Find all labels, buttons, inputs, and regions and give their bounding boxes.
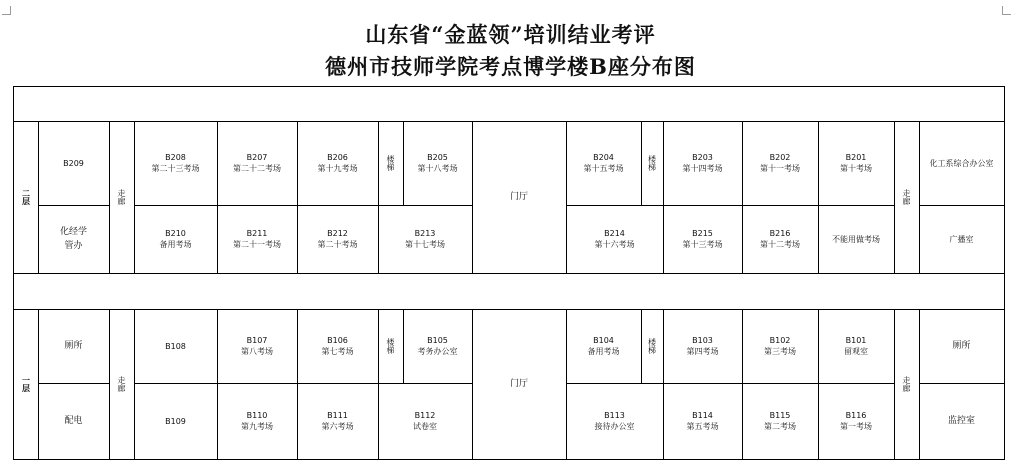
room-cell: B211 第二十一考场 [233, 229, 281, 249]
stairs-label: 楼梯 [647, 338, 657, 354]
room-cell: B208 第二十三考场 [151, 153, 200, 173]
room-cell: B207 第二十二考场 [233, 153, 281, 173]
room-cell: 化工系综合办公室 [929, 158, 994, 168]
room-cell: B214 第十六考场 [594, 229, 635, 249]
floor-label: 二层 [21, 189, 31, 205]
crop-mark-top-right [1002, 6, 1011, 15]
room-cell: B206 第十九考场 [317, 153, 358, 173]
stairs-label: 楼梯 [647, 155, 657, 171]
stairs-label: 楼梯 [386, 155, 395, 171]
room-cell: B114 第五考场 [686, 411, 719, 431]
stairs-label: 楼梯 [386, 338, 395, 354]
room-cell: B101 留观室 [844, 336, 868, 356]
room-cell: B216 第十二考场 [760, 229, 800, 249]
corridor-label: 走廊 [902, 376, 911, 392]
title-line-2: 德州市技师学院考点博学楼B座分布图 [325, 54, 696, 79]
floor-plan-table [13, 86, 1005, 460]
room-cell: B212 第二十考场 [317, 229, 358, 249]
room-cell: B111 第六考场 [321, 411, 354, 431]
crop-mark-top-left [2, 6, 11, 15]
room-cell: 化经学管办 [59, 227, 87, 251]
corridor-label: 走廊 [117, 376, 126, 392]
room-cell: B103 第四考场 [686, 336, 719, 356]
room-cell: 厕所 [64, 341, 83, 351]
room-cell: B102 第三考场 [764, 336, 796, 356]
room-cell: B215 第十三考场 [682, 229, 723, 249]
room-cell: B105 考务办公室 [417, 336, 458, 356]
room-cell: B201 第十考场 [840, 153, 872, 173]
room-cell: 配电 [64, 416, 83, 426]
corridor-label: 走廊 [902, 189, 911, 205]
room-cell: 厕所 [952, 341, 971, 351]
room-cell: B108 [165, 341, 186, 351]
lobby-label: 门厅 [509, 192, 528, 202]
room-cell: B109 [165, 416, 186, 426]
lobby-label: 门厅 [509, 379, 528, 389]
room-cell: B202 第十一考场 [760, 153, 800, 173]
room-cell: 不能用做考场 [832, 234, 880, 244]
room-cell: 监控室 [947, 416, 975, 426]
room-cell: B116 第一考场 [840, 411, 872, 431]
room-cell: B115 第二考场 [764, 411, 796, 431]
room-cell: B204 第十五考场 [583, 153, 624, 173]
room-cell: B112 试卷室 [413, 411, 437, 431]
row-line [14, 273, 1004, 274]
title-line-1: 山东省“金蓝领”培训结业考评 [365, 22, 656, 47]
room-cell: 广播室 [949, 234, 974, 244]
room-cell: B107 第八考场 [241, 336, 273, 356]
room-cell: B205 第十八考场 [417, 153, 458, 173]
room-cell: B110 第九考场 [241, 411, 273, 431]
room-cell: B113 接待办公室 [594, 411, 635, 431]
room-cell: B213 第十七考场 [405, 229, 445, 249]
room-cell: B104 备用考场 [587, 336, 620, 356]
corridor-label: 走廊 [117, 189, 126, 205]
room-cell: B210 备用考场 [159, 229, 192, 249]
room-cell: B106 第七考场 [321, 336, 354, 356]
room-cell: B209 [63, 158, 84, 168]
floor-label: 一层 [21, 376, 31, 392]
room-cell: B203 第十四考场 [682, 153, 723, 173]
